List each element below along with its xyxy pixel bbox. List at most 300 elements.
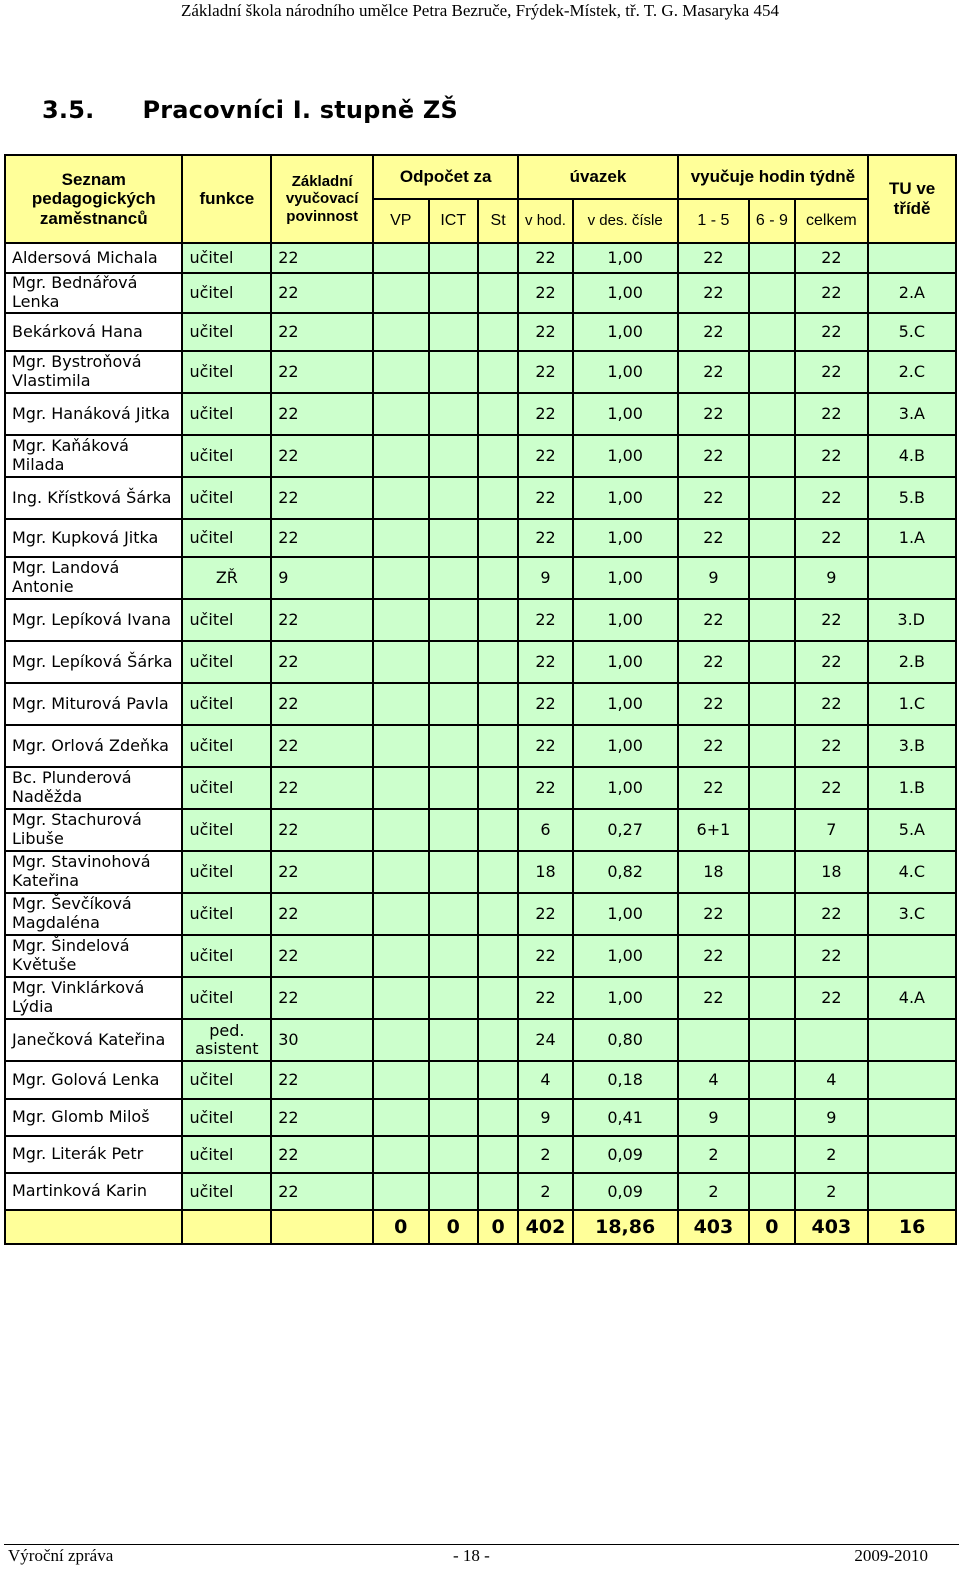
- st-value: [478, 641, 518, 683]
- st-value: [478, 243, 518, 273]
- section-heading: [42, 96, 458, 124]
- basic-duty: 22: [271, 977, 373, 1019]
- hours-total: 18: [795, 851, 869, 893]
- class-teacher: 5.B: [868, 477, 956, 519]
- class-teacher: 2.A: [868, 273, 956, 313]
- workload-hours: 22: [518, 351, 572, 393]
- hours-total: 22: [795, 273, 869, 313]
- workload-hours: 22: [518, 935, 572, 977]
- total-class-teacher: 16: [868, 1210, 956, 1244]
- vp-value: [373, 935, 428, 977]
- ict-value: [429, 977, 478, 1019]
- table-row: [5, 977, 956, 1019]
- staff-name: Mgr. Glomb Miloš: [5, 1099, 182, 1136]
- hours-grades-6-9: [749, 809, 794, 851]
- vp-value: [373, 557, 428, 599]
- hours-grades-1-5: 4: [678, 1061, 750, 1099]
- staff-function: učitel: [182, 313, 271, 351]
- hours-grades-1-5: 18: [678, 851, 750, 893]
- workload-decimal: 1,00: [573, 313, 678, 351]
- hours-grades-6-9: [749, 1061, 794, 1099]
- vp-value: [373, 1061, 428, 1099]
- st-value: [478, 1099, 518, 1136]
- st-value: [478, 519, 518, 557]
- table-row: [5, 1061, 956, 1099]
- table-row: [5, 851, 956, 893]
- workload-hours: 22: [518, 725, 572, 767]
- hours-total: 22: [795, 243, 869, 273]
- table-row: [5, 641, 956, 683]
- hours-total: 22: [795, 313, 869, 351]
- vp-value: [373, 1099, 428, 1136]
- vp-value: [373, 767, 428, 809]
- workload-hours: 22: [518, 683, 572, 725]
- staff-function: učitel: [182, 393, 271, 435]
- basic-duty: 22: [271, 1173, 373, 1210]
- st-value: [478, 393, 518, 435]
- st-value: [478, 557, 518, 599]
- basic-duty: 22: [271, 519, 373, 557]
- hours-total: 22: [795, 935, 869, 977]
- hours-total: 22: [795, 893, 869, 935]
- class-teacher: [868, 935, 956, 977]
- workload-hours: 22: [518, 393, 572, 435]
- staff-function: učitel: [182, 725, 271, 767]
- hours-grades-6-9: [749, 1173, 794, 1210]
- staff-name: Mgr. Ševčíková Magdaléna: [5, 893, 182, 935]
- basic-duty: 22: [271, 243, 373, 273]
- table-row: [5, 519, 956, 557]
- section-title: Pracovníci I. stupně ZŠ: [142, 96, 458, 124]
- table-row: [5, 477, 956, 519]
- vp-value: [373, 393, 428, 435]
- staff-name: Mgr. Lepíková Šárka: [5, 641, 182, 683]
- table-row: [5, 313, 956, 351]
- workload-hours: 2: [518, 1136, 572, 1173]
- staff-name: Mgr. Lepíková Ivana: [5, 599, 182, 641]
- table-row: [5, 935, 956, 977]
- ict-value: [429, 767, 478, 809]
- staff-function: učitel: [182, 641, 271, 683]
- hours-grades-6-9: [749, 935, 794, 977]
- ict-value: [429, 1061, 478, 1099]
- total-hours: 402: [518, 1210, 572, 1244]
- basic-duty: 22: [271, 435, 373, 477]
- staff-name: Mgr. Miturová Pavla: [5, 683, 182, 725]
- staff-function: učitel: [182, 809, 271, 851]
- basic-duty: 22: [271, 273, 373, 313]
- hours-grades-1-5: 22: [678, 273, 750, 313]
- table-row: [5, 1019, 956, 1061]
- basic-duty: 22: [271, 767, 373, 809]
- ict-value: [429, 809, 478, 851]
- ict-value: [429, 313, 478, 351]
- vp-value: [373, 1173, 428, 1210]
- table-row: [5, 1173, 956, 1210]
- totals-blank: [5, 1210, 182, 1244]
- staff-name: Mgr. Bednářová Lenka: [5, 273, 182, 313]
- table-row: [5, 273, 956, 313]
- staff-function: učitel: [182, 1136, 271, 1173]
- staff-function: ZŘ: [182, 557, 271, 599]
- basic-duty: 22: [271, 851, 373, 893]
- basic-duty: 22: [271, 393, 373, 435]
- workload-decimal: 0,27: [573, 809, 678, 851]
- st-value: [478, 851, 518, 893]
- staff-name: Mgr. Golová Lenka: [5, 1061, 182, 1099]
- workload-decimal: 1,00: [573, 683, 678, 725]
- class-teacher: 2.C: [868, 351, 956, 393]
- ict-value: [429, 683, 478, 725]
- workload-hours: 24: [518, 1019, 572, 1061]
- hours-total: 22: [795, 477, 869, 519]
- hours-grades-6-9: [749, 273, 794, 313]
- workload-hours: 22: [518, 977, 572, 1019]
- st-value: [478, 477, 518, 519]
- staff-function: ped. asistent: [182, 1019, 271, 1061]
- class-teacher: 4.B: [868, 435, 956, 477]
- vp-value: [373, 477, 428, 519]
- class-teacher: 1.B: [868, 767, 956, 809]
- hours-grades-6-9: [749, 1019, 794, 1061]
- basic-duty: 22: [271, 1136, 373, 1173]
- staff-function: učitel: [182, 1061, 271, 1099]
- staff-name: Bc. Plunderová Naděžda: [5, 767, 182, 809]
- hours-grades-6-9: [749, 683, 794, 725]
- staff-function: učitel: [182, 851, 271, 893]
- st-value: [478, 599, 518, 641]
- hours-grades-1-5: 22: [678, 393, 750, 435]
- class-teacher: 5.C: [868, 313, 956, 351]
- workload-decimal: 1,00: [573, 599, 678, 641]
- st-value: [478, 767, 518, 809]
- hours-grades-6-9: [749, 351, 794, 393]
- staff-name: Martinková Karin: [5, 1173, 182, 1210]
- workload-hours: 22: [518, 477, 572, 519]
- ict-value: [429, 557, 478, 599]
- hours-grades-6-9: [749, 1099, 794, 1136]
- hours-total: [795, 1019, 869, 1061]
- class-teacher: [868, 1019, 956, 1061]
- staff-function: učitel: [182, 519, 271, 557]
- hours-grades-1-5: 6+1: [678, 809, 750, 851]
- class-teacher: 3.D: [868, 599, 956, 641]
- hours-grades-1-5: 22: [678, 599, 750, 641]
- staff-name: Aldersová Michala: [5, 243, 182, 273]
- header-grades-6-9: 6 - 9: [749, 199, 794, 243]
- hours-total: 22: [795, 435, 869, 477]
- st-value: [478, 351, 518, 393]
- header-deduction: Odpočet za: [373, 155, 518, 199]
- footer-divider: [4, 1544, 959, 1545]
- workload-decimal: 1,00: [573, 977, 678, 1019]
- header-workload: úvazek: [518, 155, 677, 199]
- vp-value: [373, 977, 428, 1019]
- staff-function: učitel: [182, 977, 271, 1019]
- staff-name: Mgr. Šindelová Květuše: [5, 935, 182, 977]
- staff-name: Mgr. Stachurová Libuše: [5, 809, 182, 851]
- st-value: [478, 1136, 518, 1173]
- hours-grades-6-9: [749, 243, 794, 273]
- page-footer: [8, 1546, 928, 1568]
- table-row: [5, 243, 956, 273]
- class-teacher: 2.B: [868, 641, 956, 683]
- workload-decimal: 1,00: [573, 935, 678, 977]
- hours-grades-1-5: 22: [678, 893, 750, 935]
- ict-value: [429, 1099, 478, 1136]
- class-teacher: 3.A: [868, 393, 956, 435]
- basic-duty: 22: [271, 1061, 373, 1099]
- staff-function: učitel: [182, 767, 271, 809]
- hours-total: 22: [795, 767, 869, 809]
- staff-name: Mgr. Hanáková Jitka: [5, 393, 182, 435]
- total-vp: 0: [373, 1210, 428, 1244]
- table-row: [5, 393, 956, 435]
- hours-grades-1-5: 22: [678, 243, 750, 273]
- hours-grades-1-5: 22: [678, 351, 750, 393]
- basic-duty: 22: [271, 641, 373, 683]
- vp-value: [373, 599, 428, 641]
- hours-grades-1-5: 22: [678, 435, 750, 477]
- header-hours: v hod.: [518, 199, 572, 243]
- class-teacher: [868, 1136, 956, 1173]
- workload-hours: 4: [518, 1061, 572, 1099]
- st-value: [478, 435, 518, 477]
- hours-total: 22: [795, 599, 869, 641]
- staff-name: Bekárková Hana: [5, 313, 182, 351]
- staff-name: Mgr. Orlová Zdeňka: [5, 725, 182, 767]
- vp-value: [373, 725, 428, 767]
- workload-hours: 22: [518, 893, 572, 935]
- staff-function: učitel: [182, 935, 271, 977]
- ict-value: [429, 273, 478, 313]
- class-teacher: 3.C: [868, 893, 956, 935]
- basic-duty: 30: [271, 1019, 373, 1061]
- header-ict: ICT: [429, 199, 478, 243]
- staff-name: Mgr. Landová Antonie: [5, 557, 182, 599]
- hours-grades-6-9: [749, 435, 794, 477]
- ict-value: [429, 435, 478, 477]
- hours-grades-1-5: 2: [678, 1173, 750, 1210]
- hours-grades-6-9: [749, 725, 794, 767]
- hours-total: 22: [795, 393, 869, 435]
- hours-total: 9: [795, 1099, 869, 1136]
- workload-hours: 22: [518, 767, 572, 809]
- hours-grades-6-9: [749, 641, 794, 683]
- st-value: [478, 1173, 518, 1210]
- hours-grades-6-9: [749, 557, 794, 599]
- basic-duty: 22: [271, 1099, 373, 1136]
- table-row: [5, 351, 956, 393]
- workload-decimal: 0,18: [573, 1061, 678, 1099]
- vp-value: [373, 893, 428, 935]
- basic-duty: 22: [271, 313, 373, 351]
- staff-name: Mgr. Kaňáková Milada: [5, 435, 182, 477]
- hours-total: 22: [795, 351, 869, 393]
- workload-decimal: 1,00: [573, 519, 678, 557]
- class-teacher: [868, 1099, 956, 1136]
- hours-grades-6-9: [749, 977, 794, 1019]
- table-row: [5, 767, 956, 809]
- hours-grades-1-5: 9: [678, 1099, 750, 1136]
- staff-name: Ing. Křístková Šárka: [5, 477, 182, 519]
- workload-hours: 22: [518, 519, 572, 557]
- staff-name: Mgr. Stavinohová Kateřina: [5, 851, 182, 893]
- ict-value: [429, 393, 478, 435]
- class-teacher: 4.C: [868, 851, 956, 893]
- staff-function: učitel: [182, 1099, 271, 1136]
- header-basic-duty: Základní vyučovací povinnost: [271, 155, 373, 243]
- staff-function: učitel: [182, 683, 271, 725]
- st-value: [478, 273, 518, 313]
- basic-duty: 22: [271, 893, 373, 935]
- vp-value: [373, 641, 428, 683]
- ict-value: [429, 851, 478, 893]
- staff-name: Mgr. Bystroňová Vlastimila: [5, 351, 182, 393]
- workload-decimal: 1,00: [573, 641, 678, 683]
- st-value: [478, 1061, 518, 1099]
- workload-decimal: 0,09: [573, 1136, 678, 1173]
- ict-value: [429, 935, 478, 977]
- totals-body: [5, 1210, 956, 1244]
- class-teacher: 3.B: [868, 725, 956, 767]
- hours-grades-6-9: [749, 1136, 794, 1173]
- class-teacher: 4.A: [868, 977, 956, 1019]
- header-total: celkem: [795, 199, 869, 243]
- class-teacher: 5.A: [868, 809, 956, 851]
- ict-value: [429, 893, 478, 935]
- footer-page-number: - 18 -: [453, 1546, 490, 1565]
- ict-value: [429, 477, 478, 519]
- staff-function: učitel: [182, 435, 271, 477]
- vp-value: [373, 519, 428, 557]
- table-row: [5, 809, 956, 851]
- hours-grades-1-5: 22: [678, 767, 750, 809]
- vp-value: [373, 273, 428, 313]
- vp-value: [373, 851, 428, 893]
- header-weekly-hours: vyučuje hodin týdně: [678, 155, 869, 199]
- class-teacher: [868, 557, 956, 599]
- class-teacher: 1.A: [868, 519, 956, 557]
- class-teacher: [868, 1061, 956, 1099]
- header-grades-1-5: 1 - 5: [678, 199, 750, 243]
- table-row: [5, 893, 956, 935]
- basic-duty: 22: [271, 683, 373, 725]
- basic-duty: 22: [271, 477, 373, 519]
- ict-value: [429, 725, 478, 767]
- staff-name: Mgr. Vinklárková Lýdia: [5, 977, 182, 1019]
- hours-total: 22: [795, 519, 869, 557]
- table-row: [5, 1136, 956, 1173]
- table-row: [5, 435, 956, 477]
- hours-grades-1-5: 2: [678, 1136, 750, 1173]
- hours-grades-6-9: [749, 851, 794, 893]
- hours-total: 2: [795, 1173, 869, 1210]
- basic-duty: 22: [271, 351, 373, 393]
- hours-total: 7: [795, 809, 869, 851]
- vp-value: [373, 809, 428, 851]
- st-value: [478, 683, 518, 725]
- basic-duty: 22: [271, 725, 373, 767]
- workload-decimal: 1,00: [573, 435, 678, 477]
- hours-grades-1-5: 22: [678, 477, 750, 519]
- hours-grades-1-5: 22: [678, 725, 750, 767]
- staff-function: učitel: [182, 477, 271, 519]
- ict-value: [429, 351, 478, 393]
- vp-value: [373, 313, 428, 351]
- staff-name: Mgr. Literák Petr: [5, 1136, 182, 1173]
- hours-grades-6-9: [749, 313, 794, 351]
- ict-value: [429, 1136, 478, 1173]
- hours-grades-1-5: 22: [678, 977, 750, 1019]
- workload-hours: 22: [518, 641, 572, 683]
- staff-function: učitel: [182, 351, 271, 393]
- workload-decimal: 1,00: [573, 557, 678, 599]
- header-staff: Seznam pedagogických zaměstnanců: [5, 155, 182, 243]
- hours-grades-1-5: 22: [678, 683, 750, 725]
- header-function: funkce: [182, 155, 271, 243]
- vp-value: [373, 683, 428, 725]
- workload-decimal: 0,41: [573, 1099, 678, 1136]
- ict-value: [429, 641, 478, 683]
- basic-duty: 22: [271, 599, 373, 641]
- staff-name: Janečková Kateřina: [5, 1019, 182, 1061]
- st-value: [478, 809, 518, 851]
- header-decimal: v des. čísle: [573, 199, 678, 243]
- st-value: [478, 313, 518, 351]
- workload-hours: 6: [518, 809, 572, 851]
- workload-hours: 22: [518, 435, 572, 477]
- hours-grades-6-9: [749, 393, 794, 435]
- workload-decimal: 1,00: [573, 393, 678, 435]
- workload-decimal: 1,00: [573, 477, 678, 519]
- workload-hours: 2: [518, 1173, 572, 1210]
- workload-hours: 22: [518, 599, 572, 641]
- workload-hours: 22: [518, 243, 572, 273]
- vp-value: [373, 1136, 428, 1173]
- workload-decimal: 1,00: [573, 351, 678, 393]
- hours-grades-1-5: 22: [678, 641, 750, 683]
- basic-duty: 22: [271, 935, 373, 977]
- workload-decimal: 1,00: [573, 893, 678, 935]
- staff-function: učitel: [182, 273, 271, 313]
- hours-grades-1-5: 9: [678, 557, 750, 599]
- hours-grades-1-5: 22: [678, 313, 750, 351]
- hours-grades-6-9: [749, 477, 794, 519]
- totals-row: [5, 1210, 956, 1244]
- vp-value: [373, 351, 428, 393]
- basic-duty: 9: [271, 557, 373, 599]
- hours-total: 22: [795, 977, 869, 1019]
- class-teacher: 1.C: [868, 683, 956, 725]
- total-grades-6-9: 0: [749, 1210, 794, 1244]
- staff-rows: [5, 243, 956, 1210]
- workload-decimal: 1,00: [573, 725, 678, 767]
- table-row: [5, 725, 956, 767]
- hours-total: 2: [795, 1136, 869, 1173]
- workload-decimal: 0,09: [573, 1173, 678, 1210]
- workload-decimal: 0,82: [573, 851, 678, 893]
- vp-value: [373, 243, 428, 273]
- table-row: [5, 683, 956, 725]
- hours-grades-1-5: 22: [678, 519, 750, 557]
- hours-grades-1-5: [678, 1019, 750, 1061]
- section-number: 3.5.: [42, 96, 95, 124]
- workload-hours: 9: [518, 1099, 572, 1136]
- workload-decimal: 1,00: [573, 767, 678, 809]
- hours-grades-6-9: [749, 519, 794, 557]
- st-value: [478, 893, 518, 935]
